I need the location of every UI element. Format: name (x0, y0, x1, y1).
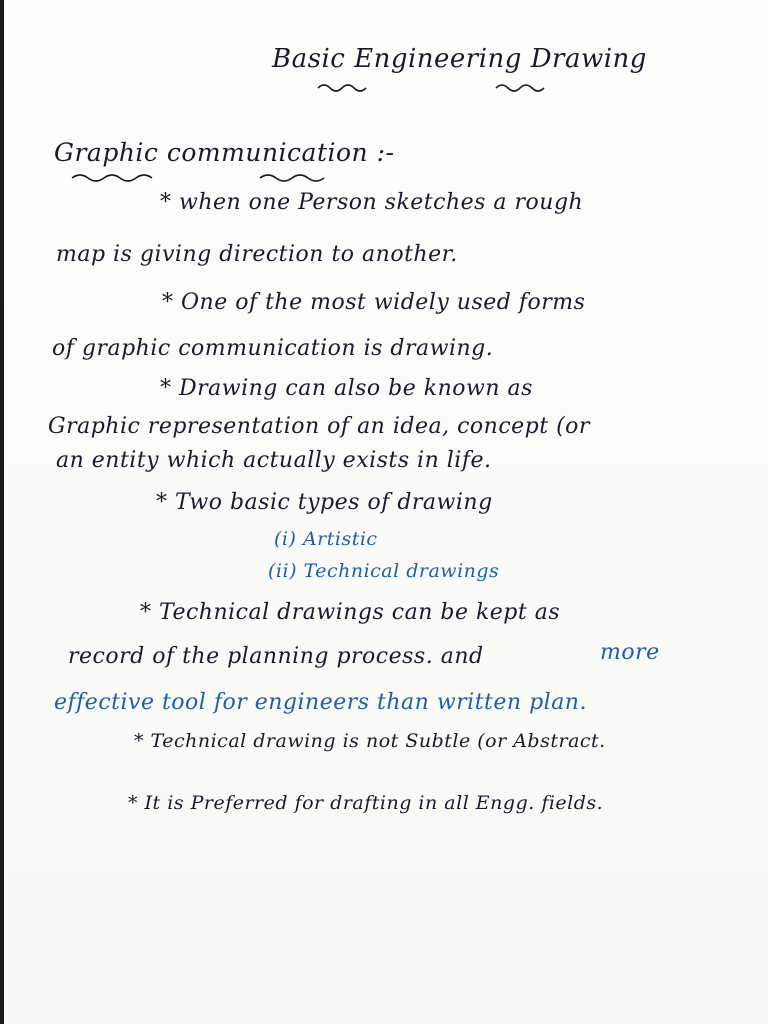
note-line: map is giving direction to another. (56, 242, 458, 267)
note-line: of graphic communication is drawing. (52, 336, 494, 361)
page-title: Basic Engineering Drawing (272, 44, 647, 74)
title-squiggle-underline (316, 80, 556, 94)
note-line: * Technical drawings can be kept as (140, 600, 561, 625)
note-line-blue-more: more (600, 640, 660, 665)
note-line: * Technical drawing is not Subtle (or Abstract. (134, 730, 606, 752)
note-line-technical: (ii) Technical drawings (268, 560, 500, 582)
section-heading: Graphic communication :- (54, 138, 395, 167)
page-edge-shadow (0, 0, 4, 1024)
note-line: * One of the most widely used forms (162, 290, 586, 315)
note-line: * It is Preferred for drafting in all Engg. fields. (128, 792, 604, 814)
note-line: * when one Person sketches a rough (160, 190, 584, 215)
note-line-blue: effective tool for engineers than written plan. (54, 690, 587, 715)
note-line: record of the planning process. and (68, 644, 484, 669)
note-line: an entity which actually exists in life. (56, 448, 492, 473)
note-line: * Drawing can also be known as (160, 376, 533, 401)
note-line-artistic: (i) Artistic (274, 528, 378, 550)
note-line: * Two basic types of drawing (156, 490, 493, 515)
heading-squiggle-underline (70, 172, 370, 184)
note-line: Graphic representation of an idea, concept (or (48, 414, 590, 439)
